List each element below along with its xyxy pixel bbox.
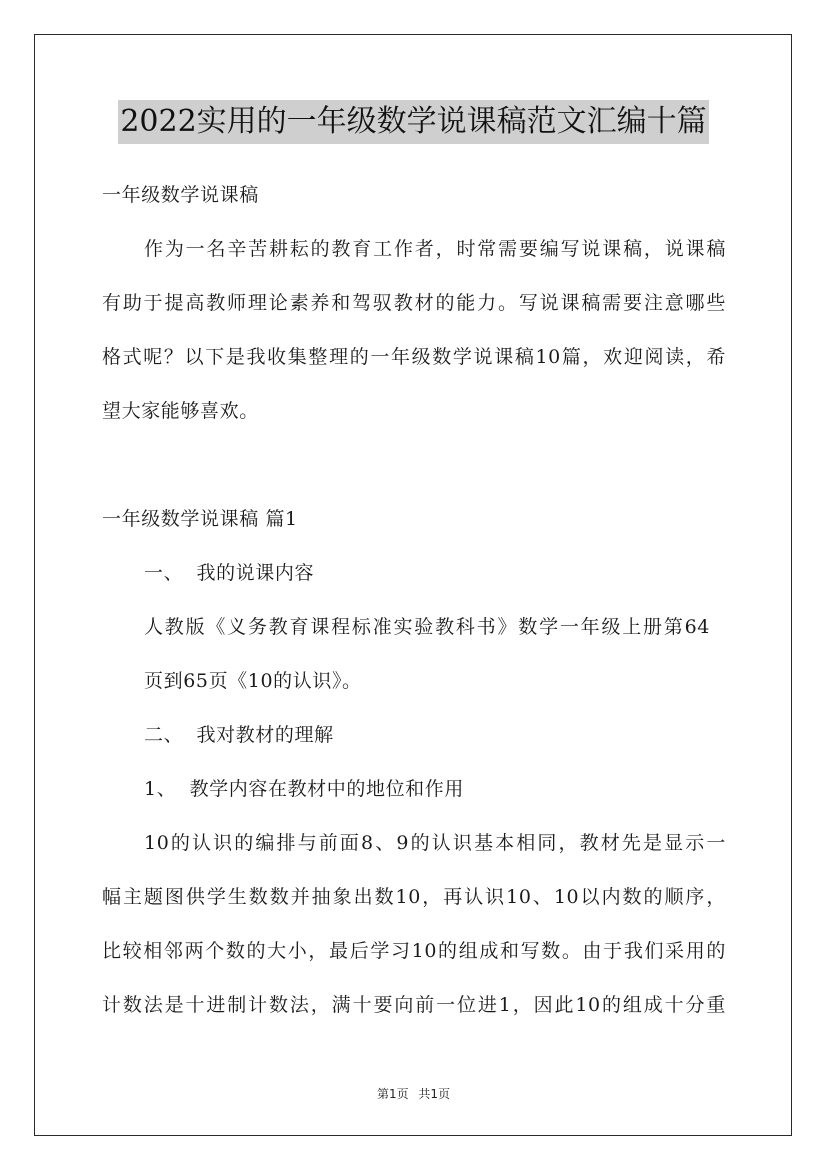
part2-line-1: 10的认识的编排与前面8、9的认识基本相同，教材先是显示一 xyxy=(144,832,726,854)
part1-line-1: 人教版《义务教育课程标准实验教科书》数学一年级上册第64 xyxy=(144,616,710,638)
intro-heading: 一年级数学说课稿 xyxy=(102,184,259,206)
intro-line-4: 望大家能够喜欢。 xyxy=(102,400,259,422)
title-container xyxy=(0,100,827,144)
intro-line-1: 作为一名辛苦耕耘的教育工作者，时常需要编写说课稿，说课稿 xyxy=(144,238,726,260)
part2-heading: 二、 我对教材的理解 xyxy=(144,724,334,746)
section-heading: 一年级数学说课稿 篇1 xyxy=(102,508,298,530)
intro-line-3: 格式呢？以下是我收集整理的一年级数学说课稿10篇，欢迎阅读，希 xyxy=(102,346,726,368)
part1-heading: 一、 我的说课内容 xyxy=(144,562,315,584)
page-number: 第1页 xyxy=(376,1087,409,1101)
part2-sub-heading: 1、 教学内容在教材中的地位和作用 xyxy=(144,778,464,800)
part2-line-2: 幅主题图供学生数数并抽象出数10，再认识10、10以内数的顺序， xyxy=(102,886,726,908)
part2-line-4: 计数法是十进制计数法，满十要向前一位进1，因此10的组成十分重 xyxy=(102,994,726,1016)
part2-line-3: 比较相邻两个数的大小，最后学习10的组成和写数。由于我们采用的 xyxy=(102,940,726,962)
part1-line-2: 页到65页《10的认识》。 xyxy=(144,670,362,692)
page-total: 共1页 xyxy=(418,1087,451,1101)
page-footer xyxy=(0,1086,827,1102)
document-title: 2022实用的一年级数学说课稿范文汇编十篇 xyxy=(118,100,708,144)
intro-line-2: 有助于提高教师理论素养和驾驭教材的能力。写说课稿需要注意哪些 xyxy=(102,292,726,314)
